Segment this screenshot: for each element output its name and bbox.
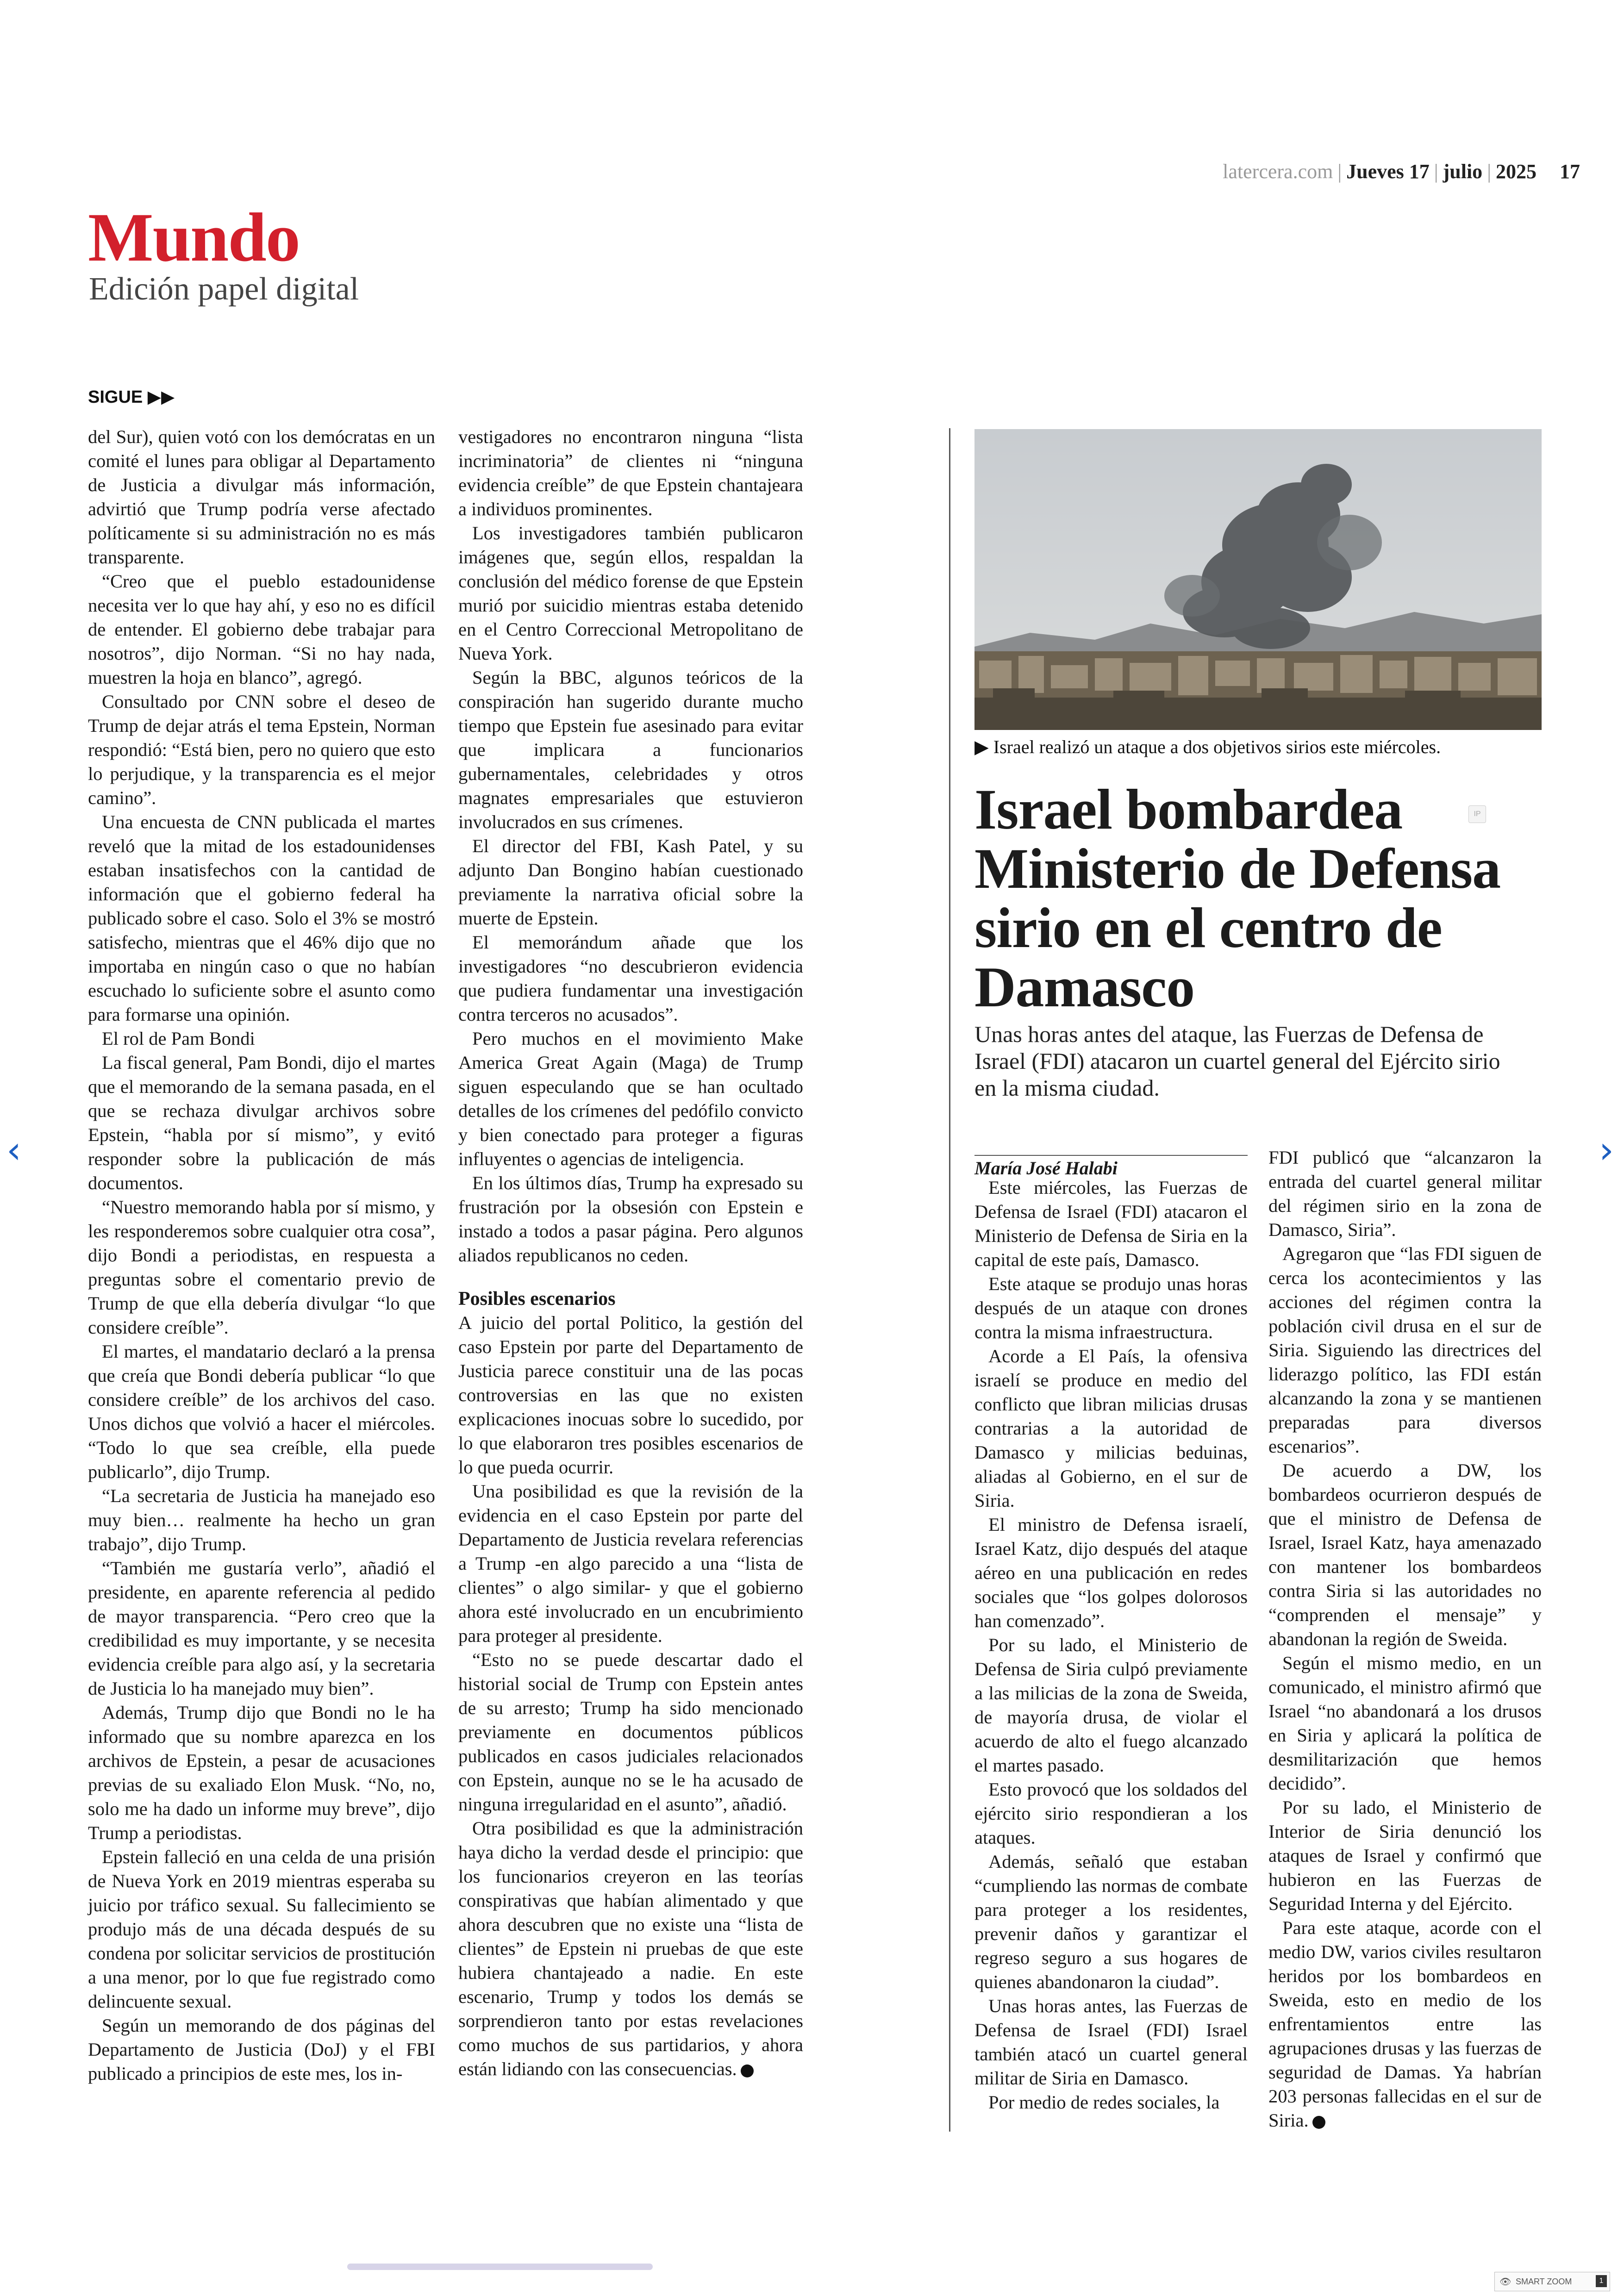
- smart-zoom-button[interactable]: [1494, 2272, 1610, 2291]
- smart-zoom-label: SMART ZOOM: [1516, 2277, 1572, 2286]
- subheading-posibles-escenarios: Posibles escenarios: [458, 1288, 616, 1310]
- paragraph: Unas horas antes, las Fuerzas de Defensa de Israel (FDI) Israel también atacó un cuartel general militar de Siria en Damasco.: [974, 1996, 1248, 2089]
- paragraph: Otra posibilidad es que la administración haya dicho la verdad desde el principio: que los funcionarios creyeron en las teorías conspirativas que habían alimentado y que ahora descubren que no existe una “lista de clientes” de Epstein ni pruebas de que este hubiera chantajeado a nadie. En este escenario, Trump y todos los demás se sorprendieron tanto por estas revelaciones como muchos de sus partidarios, y ahora están lidiando con las consecuencias.: [458, 1818, 803, 2079]
- edition-label: Edición papel digital: [89, 271, 359, 307]
- paragraph: “La secretaria de Justicia ha manejado eso muy bien… realmente ha hecho un gran trabajo”, dijo Trump.: [88, 1485, 435, 1554]
- paragraph: Este miércoles, las Fuerzas de Defensa de Israel (FDI) atacaron el Ministerio de Defensa de Siria en la capital de este país, Damasco.: [974, 1177, 1248, 1270]
- paragraph: del Sur), quien votó con los demócratas en un comité el lunes para obligar al Departamento de Justicia a divulgar más información, advirtió que Trump podría verse afectado políticamente si su administración no es más transparente.: [88, 426, 435, 568]
- right-article-column-1: [974, 1176, 1248, 2114]
- paragraph: El rol de Pam Bondi: [102, 1028, 255, 1049]
- paragraph: Consultado por CNN sobre el deseo de Trump de dejar atrás el tema Epstein, Norman respondió: “Está bien, pero no quiero que esto lo perjudique, y la transparencia es el mejor camino”.: [88, 691, 435, 808]
- article-deck: Unas horas antes del ataque, las Fuerzas de Defensa de Israel (FDI) atacaron un cuartel general del Ejército sirio en la misma ciudad.: [974, 1021, 1500, 1101]
- paragraph: El ministro de Defensa israelí, Israel Katz, dijo después del ataque aéreo en una publicación en redes sociales que “los golpes dolorosos han comenzado”.: [974, 1514, 1248, 1631]
- eye-icon: 👁: [1499, 2277, 1512, 2287]
- paragraph: Acorde a El País, la ofensiva israelí se produce en medio del conflicto que libran milicias drusas contrarias a la autoridad de Damasco y milicias beduinas, aliadas al Gobierno, en el sur de Siria.: [974, 1346, 1248, 1511]
- paragraph: Según un memorando de dos páginas del Departamento de Justicia (DoJ) y el FBI publicado a principios de este mes, los in-: [88, 2015, 435, 2084]
- folio-date: Jueves 17: [1346, 160, 1430, 183]
- paragraph: FDI publicó que “alcanzaron la entrada del cuartel general militar del régimen sirio en la zona de Damasco, Siria”.: [1268, 1147, 1542, 1240]
- page-scroll-indicator[interactable]: [347, 2264, 653, 2270]
- column-2-part-2: [458, 1311, 803, 2081]
- folio-month: julio: [1443, 160, 1483, 183]
- author-rule: [974, 1155, 1248, 1156]
- site-name: latercera.com: [1223, 160, 1333, 183]
- paragraph: Según el mismo medio, en un comunicado, el ministro afirmó que Israel “no abandonará a los drusos en Siria y aplicará la política de desmilitarización que hemos decidido”.: [1268, 1653, 1542, 1794]
- photo-caption: ▶ Israel realizó un ataque a dos objetivos sirios este miércoles.: [974, 736, 1441, 757]
- paragraph: Epstein falleció en una celda de una prisión de Nueva York en 2019 mientras esperaba su juicio por tráfico sexual. Su fallecimiento se produjo más de una década después de su condena por solicitar servicios de prostitución a una menor, por lo que fue registrado como delincuente sexual.: [88, 1846, 435, 2012]
- paragraph: A juicio del portal Politico, la gestión del caso Epstein por parte del Departamento de Justicia parece constituir una de las pocas controversias en las que no existen explicaciones inocuas sobre lo sucedido, por lo que elaboraron tres posibles escenarios de lo que pueda ocurrir.: [458, 1312, 803, 1478]
- paragraph: Además, Trump dijo que Bondi no le ha informado que su nombre aparezca en los archivos de Epstein, a pesar de acusaciones previas de su exaliado Elon Musk. “No, no, solo me ha dado un informe muy breve”, dijo Trump a periodistas.: [88, 1702, 435, 1843]
- column-divider: [949, 428, 950, 2132]
- paragraph: Los investigadores también publicaron imágenes que, según ellos, respaldan la conclusión del médico forense de que Epstein murió por suicidio mientras estaba detenido en el Centro Correccional Metropolitano de Nueva York.: [458, 523, 803, 664]
- paragraph: vestigadores no encontraron ninguna “lista incriminatoria” de clientes ni “ninguna evidencia creíble” de que Epstein chantajeara a individuos prominentes.: [458, 426, 803, 519]
- page-folio: latercera.com | Jueves 17 | julio | 2025 17: [1223, 160, 1580, 183]
- paragraph: “También me gustaría verlo”, añadió el presidente, en aparente referencia al pedido de mayor transparencia. “Pero creo que la credibilidad es muy importante, y se necesita evidencia creíble para algo así, y la secretaria de Justicia lo ha manejado muy bien”.: [88, 1558, 435, 1699]
- paragraph: Pero muchos en el movimiento Make America Great Again (Maga) de Trump siguen especulando que se han ocultado detalles de los crímenes del pedófilo convicto y bien conectado para proteger a figuras influyentes o agencias de inteligencia.: [458, 1028, 803, 1169]
- paragraph: El director del FBI, Kash Patel, y su adjunto Dan Bongino habían cuestionado previamente la narrativa oficial sobre la muerte de Epstein.: [458, 836, 803, 929]
- paragraph: Esto provocó que los soldados del ejército sirio respondieran a los ataques.: [974, 1779, 1248, 1848]
- paragraph: De acuerdo a DW, los bombardeos ocurrieron después de que el ministro de Defensa de Israel, Israel Katz, haya amenazado con mantener los bombardeos contra Siria si las autoridades no “comprenden el mensaje” y abandonan la región de Sweida.: [1268, 1460, 1542, 1649]
- right-article-column-2: [1268, 1146, 1542, 2133]
- section-title: Mundo: [88, 199, 300, 276]
- paragraph: Este ataque se produjo unas horas después de un ataque con drones contra la misma infraestructura.: [974, 1273, 1248, 1342]
- article-photo: [974, 429, 1542, 730]
- smart-zoom-count: 1: [1596, 2275, 1607, 2287]
- chevron-left-icon[interactable]: ‹: [6, 1129, 21, 1172]
- paragraph: Agregaron que “las FDI siguen de cerca los acontecimientos y las acciones del régimen contra la población civil drusa en el sur de Siria. Siguiendo las directrices del liderazgo político, las FDI están alcanzando la zona y se mantienen preparadas para diversos escenarios”.: [1268, 1243, 1542, 1457]
- paragraph: El martes, el mandatario declaró a la prensa que creía que Bondi debería publicar “lo que considere creíble” de los archivos del caso. Unos dichos que volvió a hacer el miércoles. “Todo lo que sea creíble, ella puede publicarlo”, dijo Trump.: [88, 1341, 435, 1482]
- paragraph: Una posibilidad es que la revisión de la evidencia en el caso Epstein por parte del Departamento de Justicia revelara referencias a Trump -en algo parecido a una “lista de clientes” o algo similar- y que el gobierno ahora esté involucrado en un encubrimiento para proteger al presidente.: [458, 1481, 803, 1646]
- page-number: 17: [1560, 160, 1580, 183]
- end-of-article-icon: [1312, 2116, 1325, 2129]
- paragraph: En los últimos días, Trump ha expresado su frustración por la obsesión con Epstein e instado a todos a pasar página. Pero algunos aliados republicanos no ceden.: [458, 1172, 803, 1266]
- paragraph: El memorándum añade que los investigadores “no descubrieron evidencia que pudiera fundamentar una investigación contra terceros no acusados”.: [458, 932, 803, 1025]
- author-byline: María José Halabi: [974, 1158, 1118, 1179]
- paragraph: Por medio de redes sociales, la: [988, 2092, 1220, 2113]
- paragraph: Para este ataque, acorde con el medio DW, varios civiles resultaron heridos por los bombardeos en Sweida, esto en medio de los enfrentamientos entre las agrupaciones drusas y las fuerzas de seguridad de Damas. Ya habrían 203 personas fallecidas en el sur de Siria.: [1268, 1917, 1542, 2131]
- end-of-article-icon: [741, 2064, 754, 2077]
- paragraph: Por su lado, el Ministerio de Interior de Siria denunció los ataques de Israel y confirmó que hubieron en las Fuerzas de Seguridad Interna y del Ejército.: [1268, 1797, 1542, 1914]
- article-headline: Israel bombardea Ministerio de Defensa sirio en el centro de Damasco: [974, 778, 1501, 1019]
- paragraph: Por su lado, el Ministerio de Defensa de Siria culpó previamente a las milicias de la zona de Sweida, de mayoría drusa, de violar el acuerdo de alto el fuego alcanzado el martes pasado.: [974, 1634, 1248, 1776]
- paragraph: Además, señaló que estaban “cumpliendo las normas de combate para proteger a los residentes, prevenir daños y garantizar el regreso seguro a sus hogares de quienes abandonaron la ciudad”.: [974, 1851, 1248, 1992]
- paragraph: “Esto no se puede descartar dado el historial social de Trump con Epstein antes de su arresto; Trump ha sido mencionado previamente en documentos públicos publicados en casos judiciales relacionados con Epstein, aunque no se le ha acusado de ninguna irregularidad en el asunto”, añadió.: [458, 1649, 803, 1815]
- paragraph: Según la BBC, algunos teóricos de la conspiración han sugerido durante mucho tiempo que Epstein fue asesinado para evitar que implicara a funcionarios gubernamentales, celebridades y otros magnates empresariales que estuvieron involucrados en sus crímenes.: [458, 667, 803, 832]
- paragraph: Una encuesta de CNN publicada el martes reveló que la mitad de los estadounidenses estaban insatisfechos con la cantidad de información que el gobierno federal ha publicado sobre el caso. Solo el 3% se mostró satisfecho, mientras que el 46% dijo que no importaba en ningún caso o que no habían escuchado lo suficiente sobre el asunto como para formarse una opinión.: [88, 811, 435, 1025]
- paragraph: La fiscal general, Pam Bondi, dijo el martes que el memorando de la semana pasada, en el que se rechaza divulgar archivos sobre Epstein, “habla por sí mismo”, y evitó responder sobre la publicación de más documentos.: [88, 1052, 435, 1193]
- left-article-column-2: [458, 425, 803, 2081]
- paragraph: “Nuestro memorando habla por sí mismo, y les responderemos sobre cualquier otra cosa”, dijo Bondi a periodistas, en respuesta a preguntas sobre el comentario previo de Trump de que ella debería divulgar “lo que considere creíble”.: [88, 1197, 435, 1338]
- column-2-part-1: [458, 425, 803, 1267]
- ad-marker-icon: IP: [1468, 805, 1486, 823]
- continue-label: SIGUE ▶▶: [88, 387, 175, 407]
- folio-year: 2025: [1496, 160, 1537, 183]
- smoke-over-city-image: [974, 429, 1542, 730]
- chevron-right-icon[interactable]: ›: [1599, 1129, 1614, 1172]
- left-article-column-1: [88, 425, 435, 2086]
- paragraph: “Creo que el pueblo estadounidense necesita ver lo que hay ahí, y eso no es difícil de entender. El gobierno debe trabajar para nosotros”, dijo Norman. “Si no hay nada, muestren la hoja en blanco”, agregó.: [88, 571, 435, 688]
